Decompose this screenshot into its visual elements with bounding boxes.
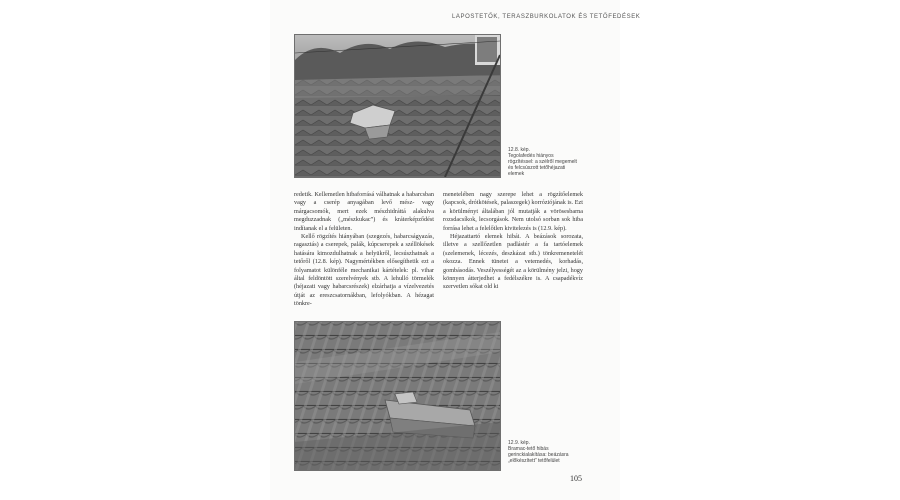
shingle-roof-image <box>295 35 500 177</box>
figure-caption-12-9 <box>508 440 588 464</box>
paragraph: menetelében nagy szerepe lehet a rögzítőelemek (kapcsok, drótkötések, palaszegek) korróziójának is. Ezt a körülményt általában jól mutatják a vörösesbarna rozsdacsíkok, lecsorgások. Nem utolsó sorban sok hiba forrása lehet a felelőtlen kivitelezés is (12.9. kép). <box>443 191 583 232</box>
roof-ridge-photo <box>294 321 501 471</box>
caption-number: 12.9. kép. <box>508 440 530 446</box>
caption-text: Tegolafedés hiányos rögzítéssel: a szélről megemelt és felcsúszott tetőhéjazati elemek <box>508 153 577 177</box>
text-column-right <box>443 191 583 292</box>
paragraph: Héjazattartó elemek hibái. A beázások sorozata, illetve a szellőzetlen padlástér a fa tartóelemek (szelemenek, lécezés, deszkázat stb.) tönkremenetelét okozza. Ennek tünetei a vetemedés, korhadás, gombásodás. Veszélyességét az a körülmény jelzi, hogy könnyen átterjedhet a fedélszékre is. A csapadékvíz szervetlen sókat old ki <box>443 233 583 291</box>
figure-caption-12-8 <box>508 147 578 177</box>
roof-shingle-photo <box>294 34 501 178</box>
caption-text: Bramac-tető hibás gerinckialakítása: beázásra „előkészített” tetőfelület <box>508 446 569 464</box>
page-number: 105 <box>570 474 582 483</box>
running-header: LAPOSTETŐK, TERASZBURKOLATOK ÉS TETŐFEDÉSEK <box>452 14 641 20</box>
text-column-left <box>294 191 434 309</box>
paragraph: redetik. Kellemetlen hibaforrásá válhatnak a habarcsban vagy a cserép anyagában levő mész- vagy márgacsomók, mert ezek mészhidráttá alakulva megduzzadnak („mészkukac”) és kráterképződést indítanak el a felületen. <box>294 191 434 232</box>
caption-number: 12.8. kép. <box>508 147 530 153</box>
paragraph: Kellő rögzítés hiányában (szegezés, habarcságyazás, ragasztás) a cserepek, palák, kúpcserepek a széllökések hatására kimozdulhatnak a helyükről, lecsúszhatnak a tetőről (12.8. kép). Nagymértékben elősegíthetik ezt a folyamatot különféle mechanikai kártételek: pl. vihar által feldöntött szerelvények stb. A lehulló törmelék (héjazati vagy habarcsrészek) elzárhatja a vízelvezetés útját az ereszcsatornákban, lefolyókban. A hézagat tönkre- <box>294 233 434 308</box>
tiled-roof-image <box>295 322 500 470</box>
